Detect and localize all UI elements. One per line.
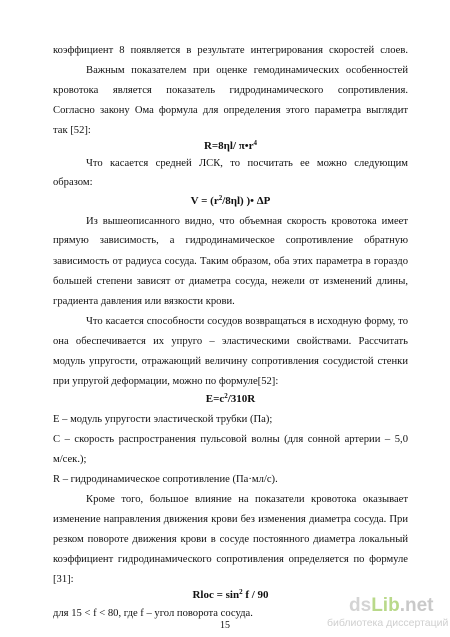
- text-line: Что касается способности сосудов возвращаться в исходную форму, то: [86, 316, 408, 327]
- text-line: резком повороте движения крови в сосуде постоянного диаметра локальный: [53, 534, 408, 545]
- text-line: Кроме того, большое влияние на показатели кровотока оказывает: [86, 494, 408, 505]
- formula-resistance: R=8ηl/ $\pi•r^4$: [203, 139, 258, 152]
- text-line: коэффициент 8 появляется в результате интегрирования скоростей слоев.: [53, 45, 408, 56]
- text-line: она обеспечивается их упруго – эластическими свойствами. Рассчитать: [53, 336, 408, 347]
- formula-elasticity: $E=c^2/310R$: [205, 392, 256, 405]
- watermark-subtitle: библиотека диссертаций: [327, 617, 449, 629]
- text-line: R – гидродинамическое сопротивление (Па·мл/с).: [53, 474, 278, 485]
- text-line: [31]:: [53, 574, 74, 585]
- text-line: Согласно закону Ома формула для определения этого параметра выглядит: [53, 105, 408, 116]
- watermark-wordmark: dsLib.net: [349, 595, 434, 616]
- text-line: коэффициент гидродинамического сопротивления определяется по формуле: [53, 554, 408, 565]
- text-line: большей степени зависят от диаметра сосуда, нежели от изменений длины,: [53, 276, 408, 287]
- text-line: так [52]:: [53, 125, 91, 136]
- text-line: прямую зависимость, а гидродинамическое сопротивление обратную: [53, 235, 408, 246]
- text-line: для 15 < f < 80, где f – угол поворота сосуда.: [53, 608, 253, 619]
- text-line: градиента давления или вязкости крови.: [53, 296, 235, 307]
- text-line: зависимость от радиуса сосуда. Таким образом, оба этих параметра в гораздо: [53, 256, 408, 267]
- formula-velocity: $V = (r^2/8\eta l)$ )• ΔP: [190, 194, 271, 207]
- text-line: модуль упругости, отражающий величину сопротивления сосудистой стенки: [53, 356, 408, 367]
- text-line: Из вышеописанного видно, что объемная скорость кровотока имеет: [86, 216, 408, 227]
- text-line: кровотока является показатель гидродинамического сопротивления.: [53, 85, 408, 96]
- watermark-logo[interactable]: [327, 595, 449, 631]
- text-line: м/сек.);: [53, 454, 87, 465]
- text-line: изменение направления движения крови без изменения диаметра сосуда. При: [53, 514, 408, 525]
- page-number: 15: [220, 620, 230, 631]
- text-line: образом:: [53, 177, 93, 188]
- text-line: C – скорость распространения пульсовой волны (для сонной артерии – 5,0: [53, 434, 408, 445]
- text-line: при упругой деформации, можно по формуле[52]:: [53, 376, 279, 387]
- text-line: Что касается средней ЛСК, то посчитать ее можно следующим: [86, 158, 408, 169]
- formula-local-resistance: Rloc = $\sin^2 f / 90$: [192, 588, 269, 601]
- text-line: Важным показателем при оценке гемодинамических особенностей: [86, 65, 408, 76]
- text-line: E – модуль упругости эластической трубки (Па);: [53, 414, 273, 425]
